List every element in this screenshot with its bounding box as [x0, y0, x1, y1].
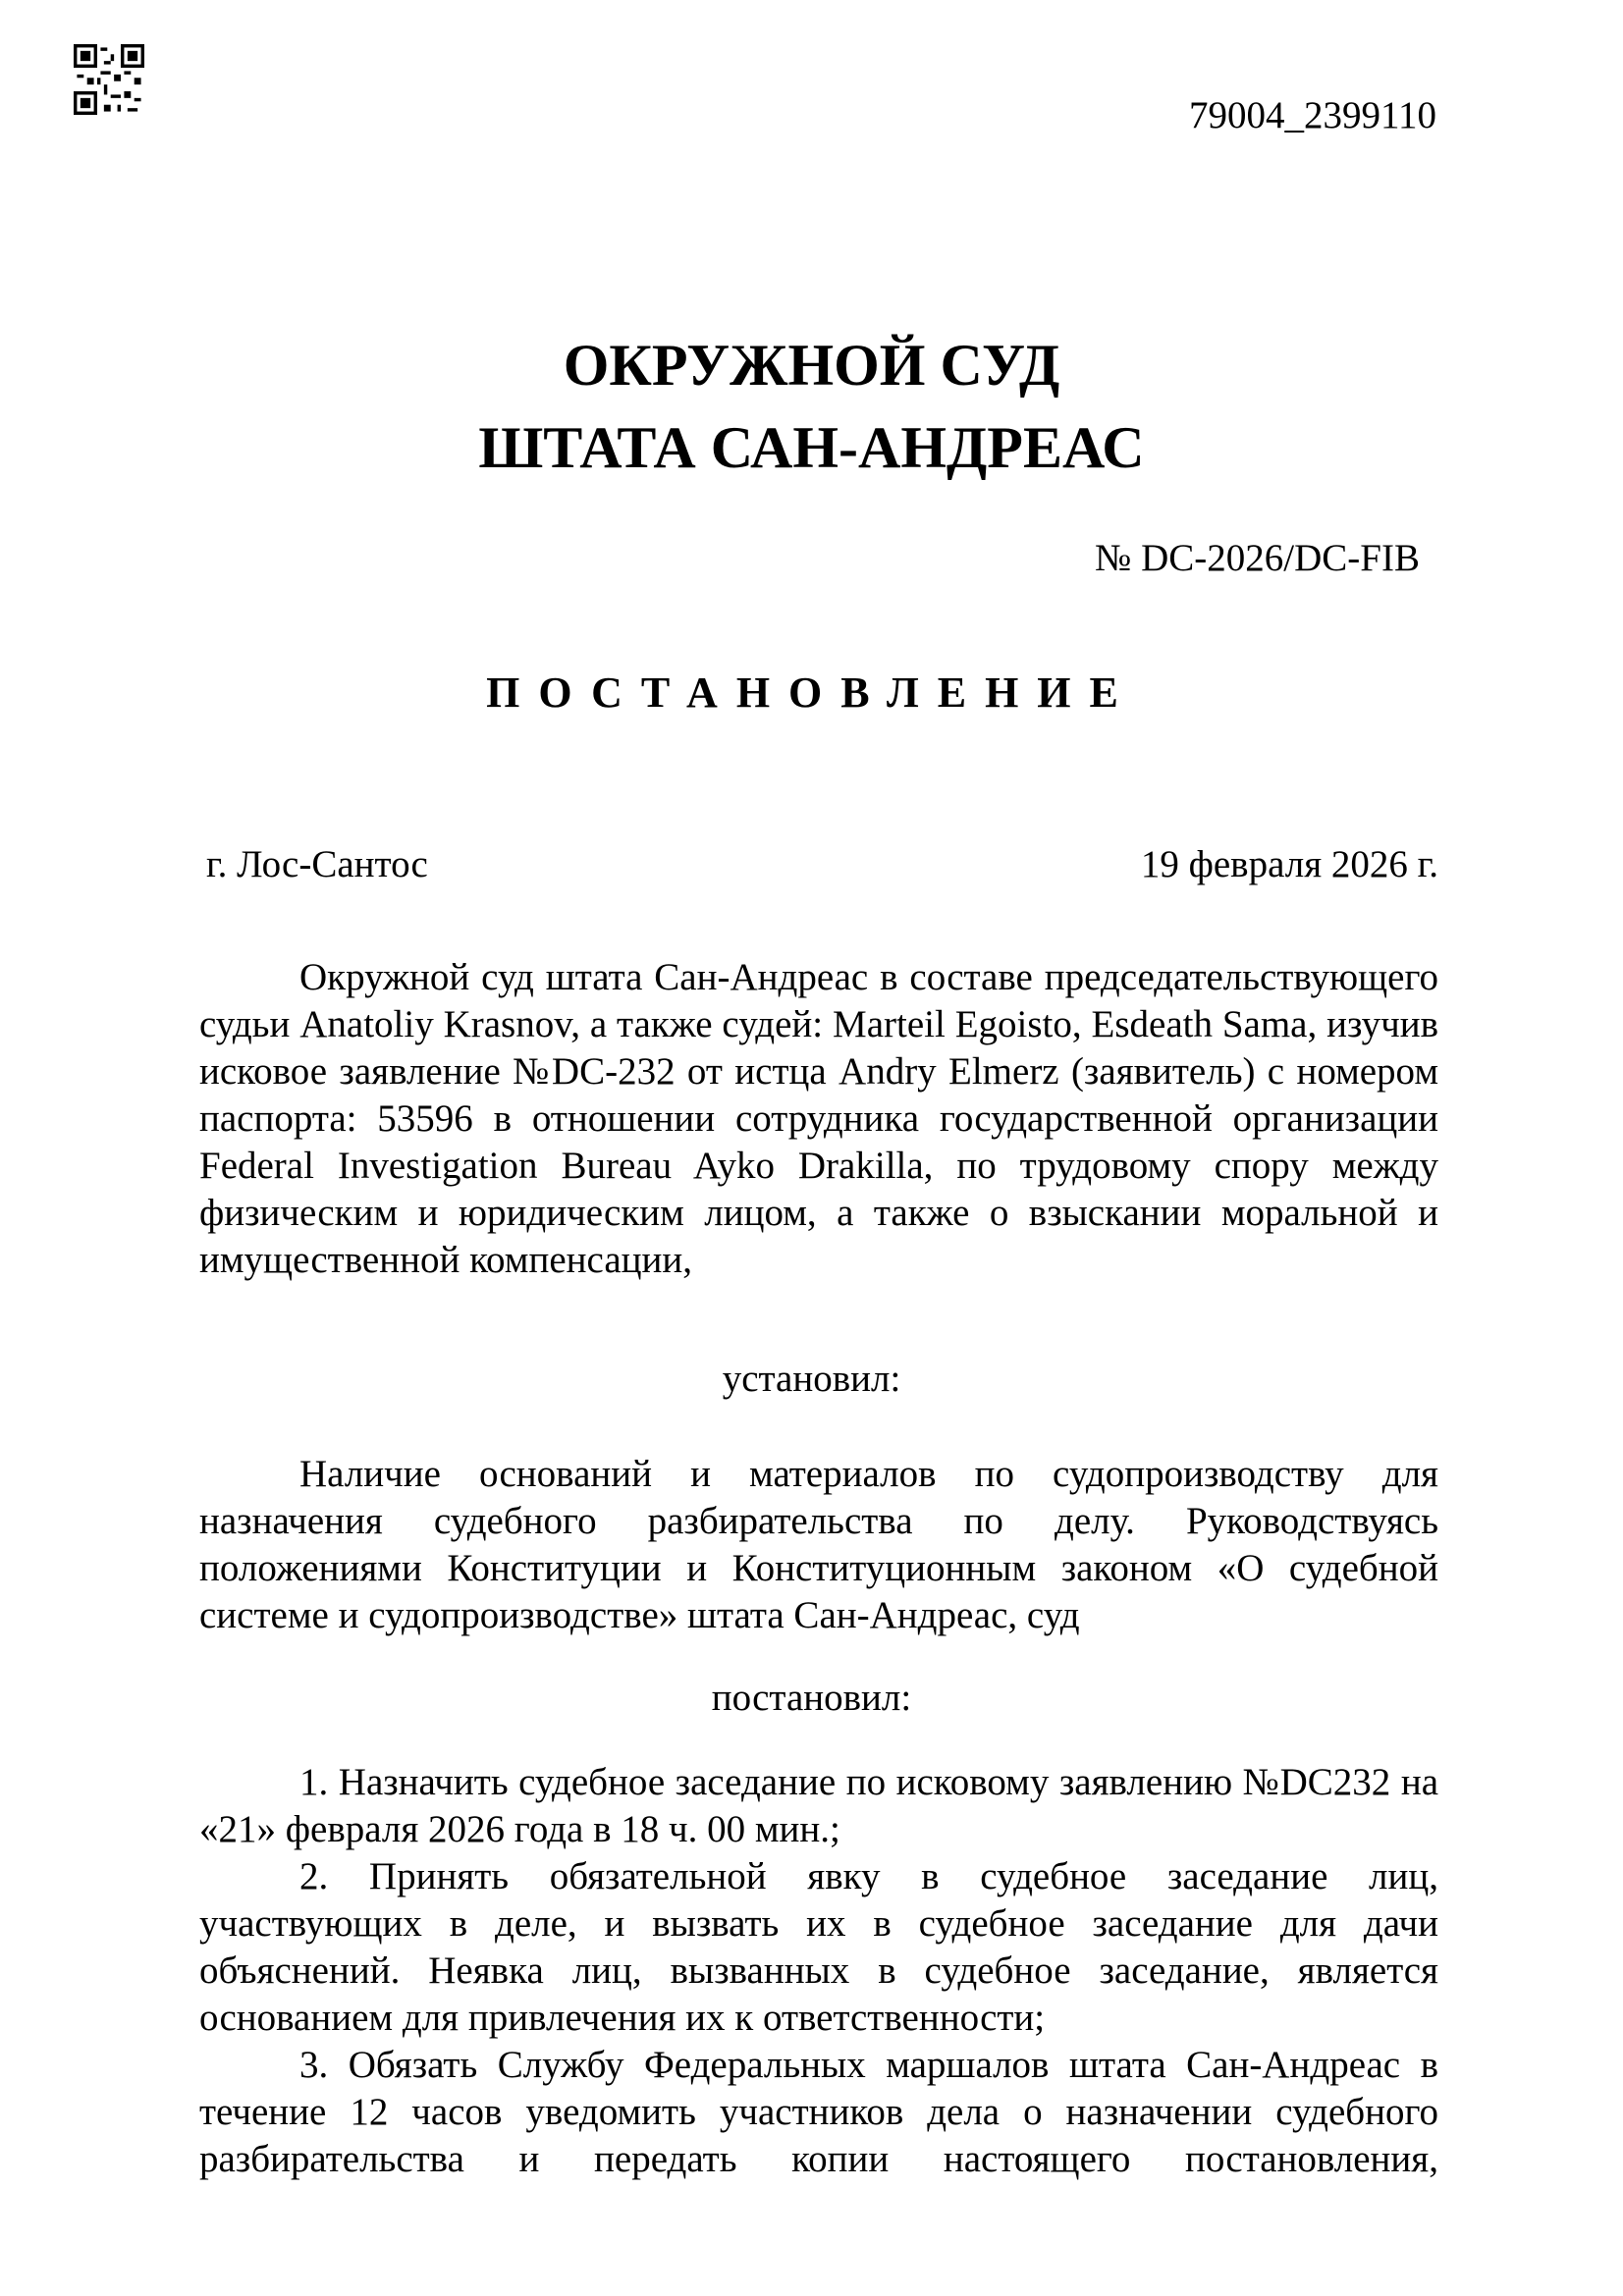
court-title: [0, 324, 1623, 489]
text-line: Federal Investigation Bureau Ayko Drakilla, по трудовому спору между: [199, 1145, 1438, 1187]
case-number: № DC-2026/DC-FIB: [1095, 537, 1420, 579]
text-line: судьи Anatoliy Krasnov, а также судей: Marteil Egoisto, Esdeath Sama, изучив: [199, 1003, 1438, 1045]
text-line: разбирательства и передать копии настоящего постановления,: [199, 2138, 1438, 2180]
text-line: объяснений. Неявка лиц, вызванных в судебное заседание, является: [199, 1949, 1438, 1992]
text-line: 1. Назначить судебное заседание по исковому заявлению №DC232 на: [299, 1761, 1438, 1803]
qr-code-icon: [74, 44, 144, 115]
text-line: основанием для привлечения их к ответственности;: [199, 1997, 1046, 2039]
established-label: установил:: [722, 1358, 901, 1400]
resolved-label: постановил:: [711, 1677, 912, 1719]
resolution-items: [199, 1759, 1438, 2183]
document-type-heading: ПОСТАНОВЛЕНИЕ: [486, 668, 1137, 717]
text-line: 2. Принять обязательной явку в судебное заседание лиц,: [299, 1855, 1438, 1897]
text-line: Окружной суд штата Сан-Андреас в составе председательствующего: [299, 956, 1438, 998]
place: г. Лос-Сантос: [206, 843, 428, 885]
text-line: «21» февраля 2026 года в 18 ч. 00 мин.;: [199, 1808, 840, 1850]
intro-paragraph: [199, 954, 1438, 1284]
text-line: паспорта: 53596 в отношении сотрудника государственной организации: [199, 1097, 1438, 1140]
grounds-paragraph: [199, 1451, 1438, 1639]
date: 19 февраля 2026 г.: [1140, 843, 1438, 885]
court-title-line-2: ШТАТА САН-АНДРЕАС: [478, 415, 1145, 480]
text-line: системе и судопроизводстве» штата Сан-Андреас, суд: [199, 1594, 1080, 1636]
text-line: имущественной компенсации,: [199, 1239, 692, 1281]
text-line: участвующих в деле, и вызвать их в судебное заседание для дачи: [199, 1902, 1438, 1945]
text-line: 3. Обязать Службу Федеральных маршалов штата Сан-Андреас в: [299, 2044, 1438, 2086]
court-title-line-1: ОКРУЖНОЙ СУД: [563, 333, 1060, 398]
text-line: исковое заявление №DC-232 от истца Andry Elmerz (заявитель) с номером: [199, 1050, 1438, 1093]
text-line: положениями Конституции и Конституционным законом «О судебной: [199, 1547, 1438, 1589]
document-code: 79004_2399110: [1188, 94, 1436, 136]
text-line: Наличие оснований и материалов по судопроизводству для: [299, 1453, 1438, 1495]
text-line: физическим и юридическим лицом, а также о взыскании моральной и: [199, 1192, 1438, 1234]
text-line: течение 12 часов уведомить участников дела о назначении судебного: [199, 2091, 1438, 2133]
text-line: назначения судебного разбирательства по делу. Руководствуясь: [199, 1500, 1438, 1542]
